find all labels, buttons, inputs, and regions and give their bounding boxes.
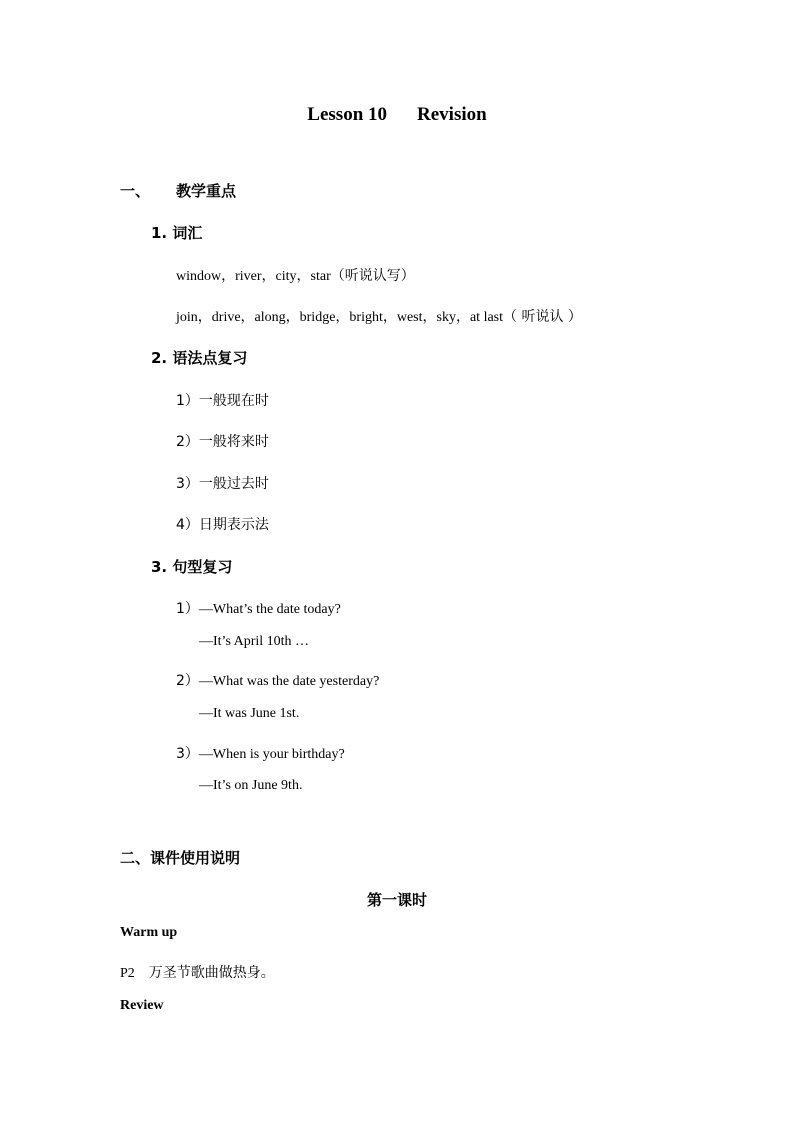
- pattern-answer: —It was June 1st.: [199, 706, 300, 721]
- patterns-heading: [151, 556, 232, 577]
- grammar-item: 3）一般过去时: [176, 476, 269, 492]
- vocab-words-1: window，river，city，star: [176, 269, 331, 284]
- grammar-label: 语法点复习: [172, 349, 248, 367]
- grammar-item: 4）日期表示法: [176, 517, 269, 533]
- lesson-title: [0, 104, 794, 126]
- vocab-label: 词汇: [172, 224, 203, 242]
- p2-label: P2: [120, 966, 135, 981]
- vocab-heading: [151, 222, 202, 243]
- pattern-question-text: —What was the date yesterday?: [198, 674, 380, 689]
- vocab-line-1: [176, 265, 415, 285]
- section1-heading: 教学重点: [176, 182, 237, 200]
- p2-line: [120, 962, 275, 982]
- warm-up-heading: Warm up: [120, 925, 178, 940]
- vocab-number: 1.: [151, 224, 168, 242]
- period-heading: 第一课时: [366, 891, 427, 909]
- vocab-note-1: （听说认写）: [330, 268, 415, 284]
- pattern-answer: —It’s April 10th …: [199, 634, 310, 649]
- pattern-question: [176, 670, 379, 690]
- pattern-number: 3）: [176, 746, 199, 762]
- section1-number: 一、: [120, 182, 151, 200]
- pattern-question-text: —What’s the date today?: [198, 602, 341, 617]
- p2-text: 万圣节歌曲做热身。: [148, 965, 275, 981]
- pattern-answer: —It’s on June 9th.: [199, 778, 303, 793]
- review-heading: Review: [120, 998, 164, 1013]
- lesson-topic: Revision: [417, 104, 487, 125]
- grammar-number: 2.: [151, 349, 168, 367]
- pattern-question: [176, 743, 345, 763]
- pattern-question: [176, 598, 341, 618]
- section2-heading: 二、课件使用说明: [120, 849, 241, 867]
- grammar-heading: [151, 347, 247, 368]
- vocab-words-2: join，drive，along，bridge，bright，west，sky，at last: [176, 310, 504, 325]
- patterns-number: 3.: [151, 558, 168, 576]
- lesson-number: Lesson 10: [307, 104, 388, 125]
- vocab-line-2: [176, 306, 582, 326]
- patterns-label: 句型复习: [172, 558, 233, 576]
- grammar-item: 2）一般将来时: [176, 434, 269, 450]
- pattern-number: 1）: [176, 601, 199, 617]
- pattern-number: 2）: [176, 673, 199, 689]
- grammar-item: 1）一般现在时: [176, 393, 269, 409]
- pattern-question-text: —When is your birthday?: [198, 747, 345, 762]
- vocab-note-2: （ 听说认 ）: [503, 309, 582, 325]
